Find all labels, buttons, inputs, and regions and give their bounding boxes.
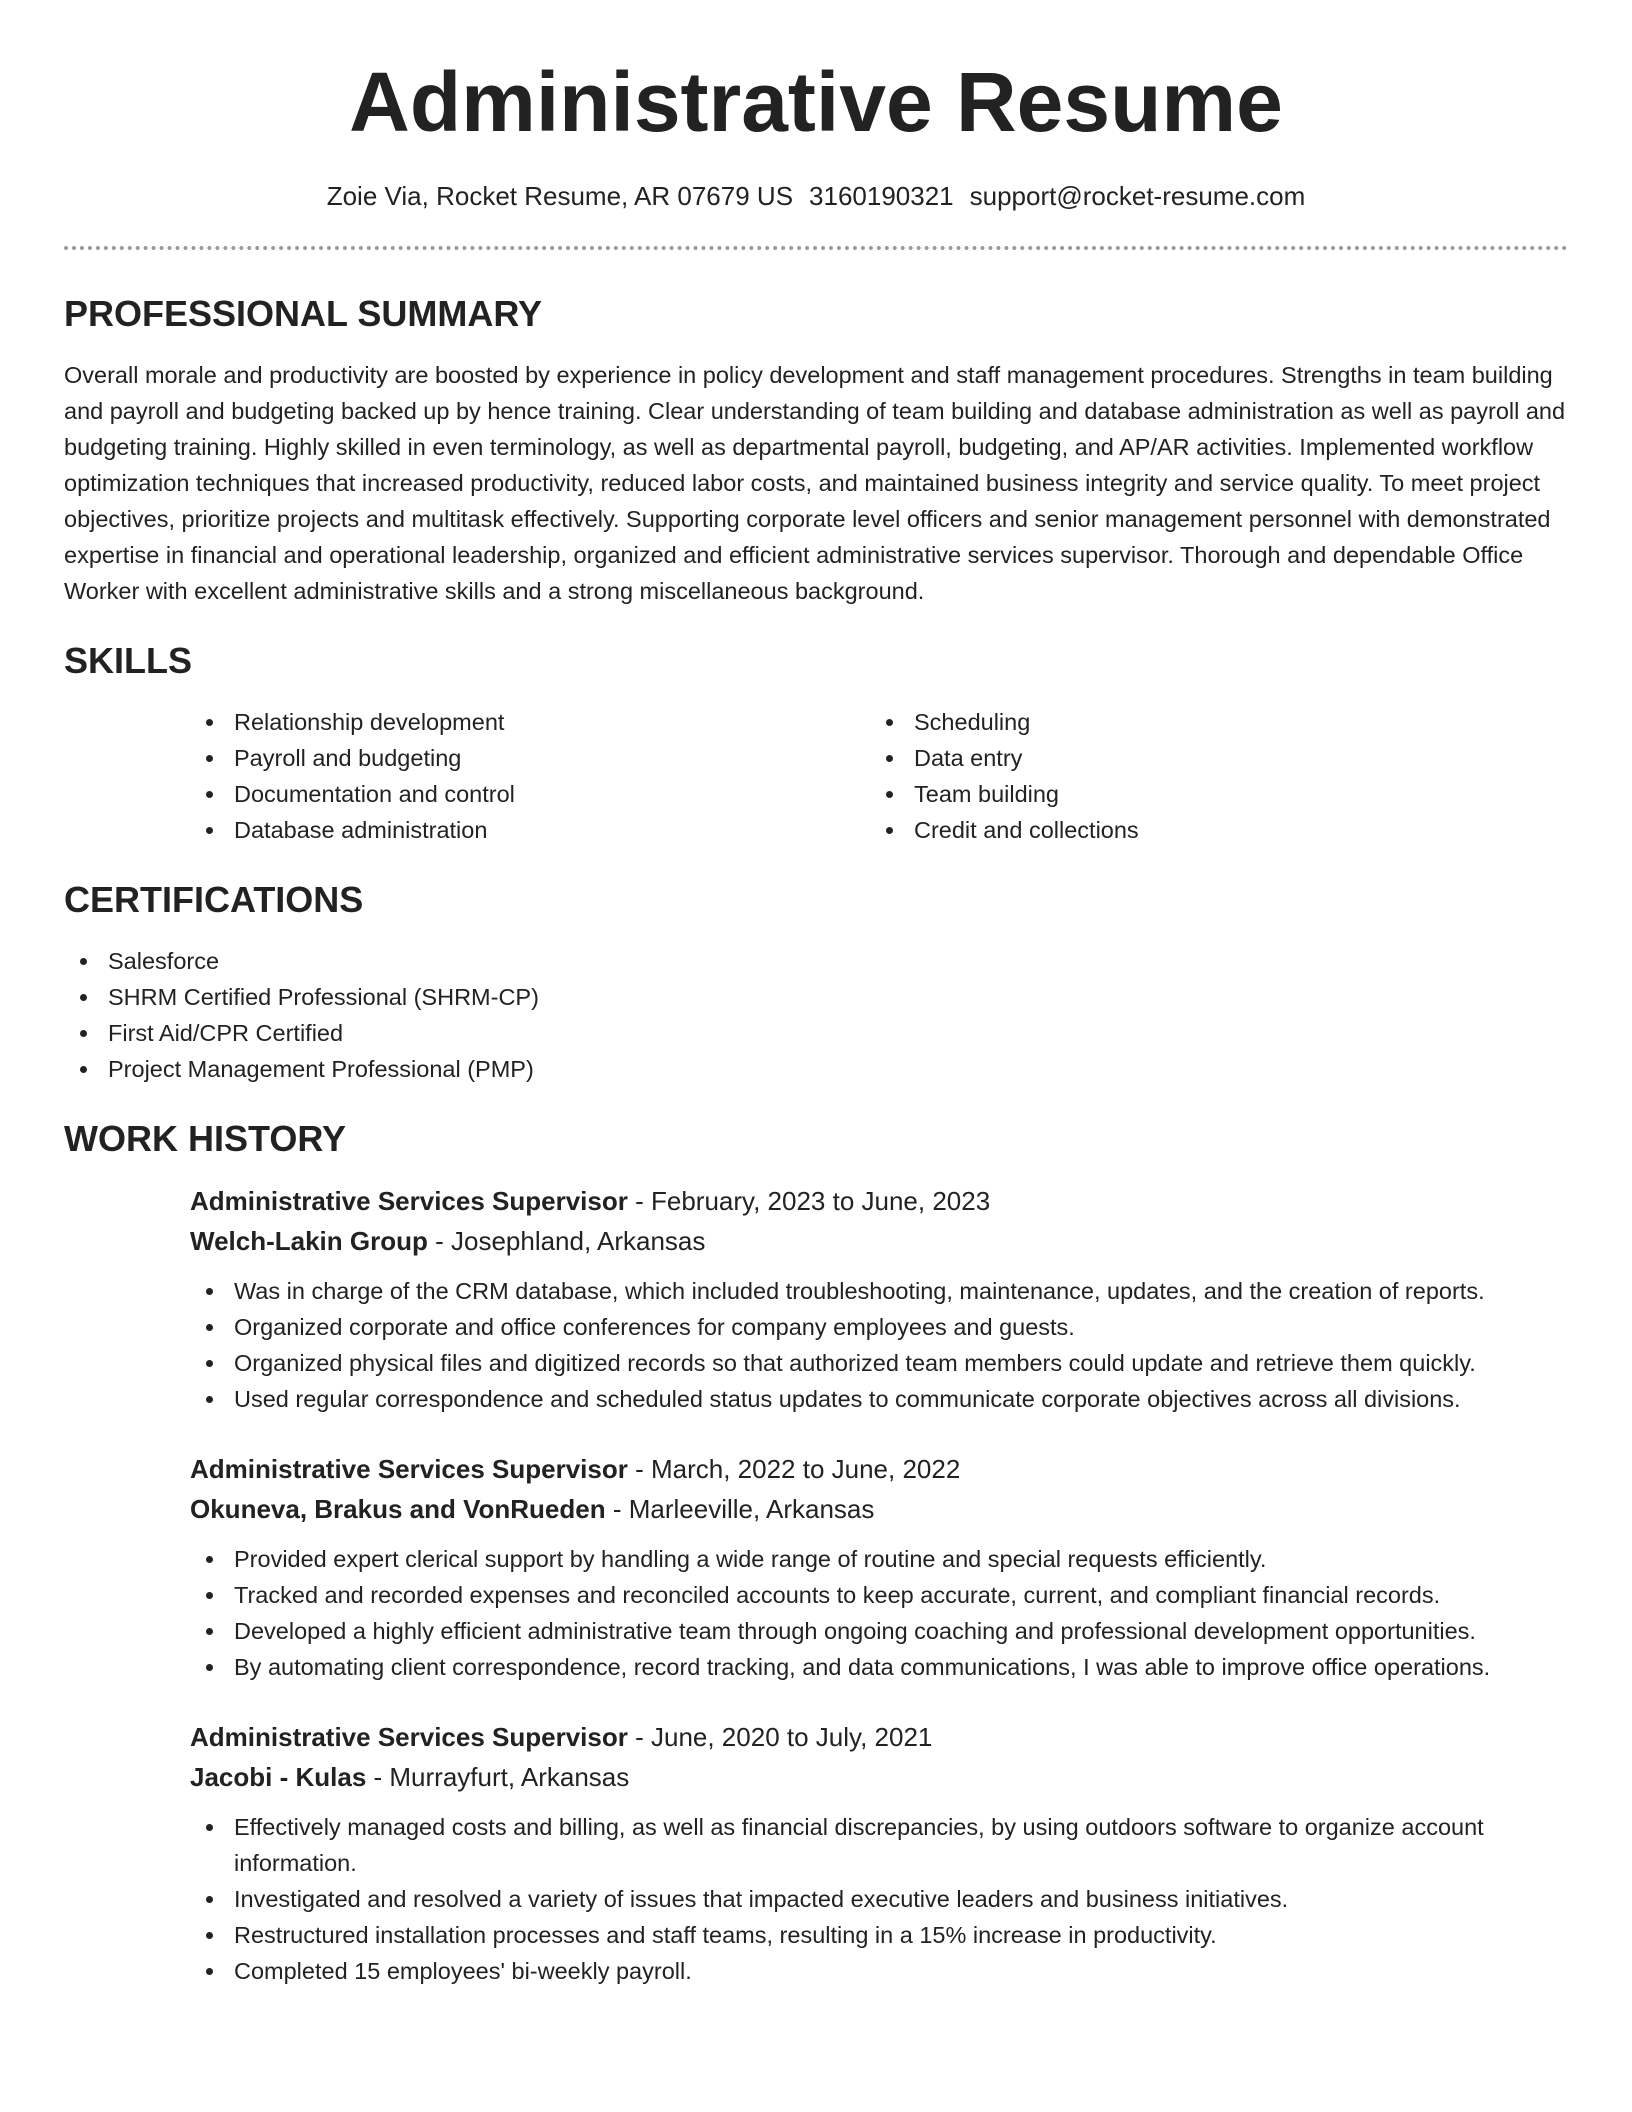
job-title: Administrative Services Supervisor [190, 1722, 628, 1752]
certification-item: Salesforce [64, 943, 1568, 979]
contact-email: support@rocket-resume.com [969, 181, 1306, 211]
contact-phone: 3160190321 [809, 181, 954, 211]
work-section [64, 1119, 1568, 1989]
skill-item: Scheduling [870, 704, 1550, 740]
job-duty: Restructured installation processes and staff teams, resulting in a 15% increase in productivity. [190, 1917, 1568, 1953]
job-company: Jacobi - Kulas [190, 1762, 367, 1792]
resume-title: Administrative Resume [349, 55, 1283, 149]
job-duty: Completed 15 employees' bi-weekly payroll. [190, 1953, 1568, 1989]
job-duty: Investigated and resolved a variety of issues that impacted executive leaders and business initiatives. [190, 1881, 1568, 1917]
job-dates: - February, 2023 to June, 2023 [627, 1186, 991, 1216]
job-duty: Effectively managed costs and billing, as well as financial discrepancies, by using outdoors software to organize account information. [190, 1809, 1568, 1881]
job-duty: Developed a highly efficient administrative team through ongoing coaching and professional development opportunities. [190, 1613, 1568, 1649]
job-company-line [190, 1221, 1568, 1261]
skill-item: Documentation and control [190, 776, 870, 812]
certifications-list [64, 943, 1568, 1087]
resume-page [64, 0, 1568, 1989]
summary-section [64, 294, 1568, 609]
certification-item: First Aid/CPR Certified [64, 1015, 1568, 1051]
job-duties [190, 1273, 1568, 1417]
job-company-line [190, 1489, 1568, 1529]
skills-section [64, 641, 1568, 848]
job-location: - Murrayfurt, Arkansas [366, 1762, 630, 1792]
skill-item: Payroll and budgeting [190, 740, 870, 776]
job-duty: Organized corporate and office conferences for company employees and guests. [190, 1309, 1568, 1345]
skills-grid [190, 704, 1568, 848]
summary-heading: PROFESSIONAL SUMMARY [64, 293, 543, 334]
skills-heading: SKILLS [64, 640, 193, 681]
job-title-line [190, 1449, 1568, 1489]
job-title: Administrative Services Supervisor [190, 1454, 628, 1484]
job-entry [190, 1717, 1568, 1989]
resume-header [64, 0, 1568, 250]
job-company: Welch-Lakin Group [190, 1226, 428, 1256]
job-title: Administrative Services Supervisor [190, 1186, 628, 1216]
skills-list-left [190, 704, 870, 848]
job-location: - Marleeville, Arkansas [605, 1494, 875, 1524]
skill-item: Database administration [190, 812, 870, 848]
job-duties [190, 1809, 1568, 1989]
certifications-section [64, 880, 1568, 1087]
job-duties [190, 1541, 1568, 1685]
certifications-heading: CERTIFICATIONS [64, 879, 364, 920]
job-duty: By automating client correspondence, record tracking, and data communications, I was able to improve office operations. [190, 1649, 1568, 1685]
job-duty: Tracked and recorded expenses and reconciled accounts to keep accurate, current, and compliant financial records. [190, 1577, 1568, 1613]
job-dates: - June, 2020 to July, 2021 [627, 1722, 933, 1752]
skill-item: Credit and collections [870, 812, 1550, 848]
job-entry [190, 1449, 1568, 1685]
job-dates: - March, 2022 to June, 2022 [627, 1454, 961, 1484]
job-title-line [190, 1717, 1568, 1757]
certification-item: SHRM Certified Professional (SHRM-CP) [64, 979, 1568, 1015]
job-duty: Organized physical files and digitized records so that authorized team members could update and retrieve them quickly. [190, 1345, 1568, 1381]
job-company-line [190, 1757, 1568, 1797]
summary-text: Overall morale and productivity are boosted by experience in policy development and staff management procedures. Strengths in team building and payroll and budgeting backed up by hence training. Clear understanding of team building and database administration as well as payroll and budgeting training. Highly skilled in even terminology, as well as departmental payroll, budgeting, and AP/AR activities. Implemented workflow optimization techniques that increased productivity, reduced labor costs, and maintained business integrity and service quality. To meet project objectives, prioritize projects and multitask effectively. Supporting corporate level officers and senior management personnel with demonstrated expertise in financial and operational leadership, organized and efficient administrative services supervisor. Thorough and dependable Office Worker with excellent administrative skills and a strong miscellaneous background. [64, 362, 1566, 604]
work-heading: WORK HISTORY [64, 1118, 347, 1159]
certification-item: Project Management Professional (PMP) [64, 1051, 1568, 1087]
job-duty: Was in charge of the CRM database, which included troubleshooting, maintenance, updates, and the creation of reports. [190, 1273, 1568, 1309]
skill-item: Relationship development [190, 704, 870, 740]
job-company: Okuneva, Brakus and VonRueden [190, 1494, 606, 1524]
job-title-line [190, 1181, 1568, 1221]
contact-line [64, 180, 1568, 212]
skills-list-right [870, 704, 1550, 848]
job-location: - Josephland, Arkansas [427, 1226, 706, 1256]
skill-item: Team building [870, 776, 1550, 812]
skill-item: Data entry [870, 740, 1550, 776]
contact-address: Zoie Via, Rocket Resume, AR 07679 US [326, 181, 794, 211]
job-entry [190, 1181, 1568, 1417]
job-duty: Used regular correspondence and scheduled status updates to communicate corporate objectives across all divisions. [190, 1381, 1568, 1417]
header-divider [64, 246, 1568, 250]
job-duty: Provided expert clerical support by handling a wide range of routine and special requests efficiently. [190, 1541, 1568, 1577]
